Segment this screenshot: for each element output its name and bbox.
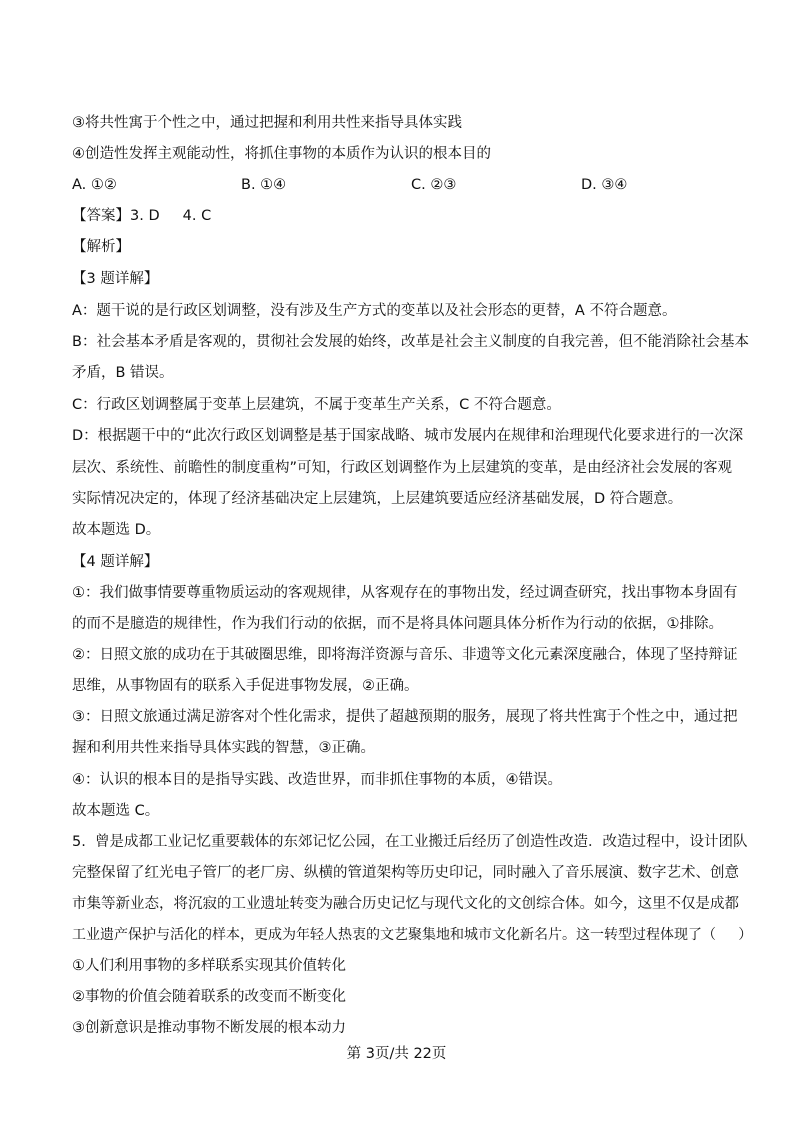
q4-line: ②：日照文旅的成功在于其破圈思维，即将海洋资源与音乐、非遗等文化元素深度融合，体现了坚持辩证 bbox=[72, 647, 738, 663]
q3-line: A：题干说的是行政区划调整，没有涉及生产方式的变革以及社会形态的更替，A 不符合题意。 bbox=[72, 303, 677, 319]
q5-line: 工业遗产保护与活化的样本，更成为年轻人热衷的文艺聚集地和城市文化新名片。这一转型过程体现了（ ） bbox=[72, 927, 753, 943]
q3-line: C：行政区划调整属于变革上层建筑，不属于变革生产关系，C 不符合题意。 bbox=[72, 397, 561, 413]
q4-line: 握和利用共性来指导具体实践的智慧，③正确。 bbox=[72, 740, 375, 756]
option-a: A. ①② bbox=[72, 177, 117, 193]
q3-line: 层次、系统性、前瞻性的制度重构”可知，行政区划调整作为上层建筑的变革，是由经济社会发展的客观 bbox=[72, 460, 733, 476]
question-item-3: ③将共性寓于个性之中，通过把握和利用共性来指导具体实践 bbox=[72, 115, 462, 131]
q3-line: 矛盾，B 错误。 bbox=[72, 365, 174, 381]
q5-line: 完整保留了红光电子管厂的老厂房、纵横的管道架构等历史印记，同时融入了音乐展演、数字艺术、创意 bbox=[72, 865, 739, 881]
q5-line: 市集等新业态，将沉寂的工业遗址转变为融合历史记忆与现代文化的文创综合体。如今，这里不仅是成都 bbox=[72, 896, 739, 912]
q4-line: 思维，从事物固有的联系入手促进事物发展，②正确。 bbox=[72, 678, 419, 694]
q3-line: D：根据题干中的“此次行政区划调整是基于国家战略、城市发展内在规律和治理现代化要求进行的一次深 bbox=[72, 428, 744, 444]
answer-line: 【答案】3. D 4. C bbox=[72, 208, 212, 224]
q4-line: ③：日照文旅通过满足游客对个性化需求，提供了超越预期的服务，展现了将共性寓于个性之中，通过把 bbox=[72, 709, 738, 725]
q5-item: ①人们利用事物的多样联系实现其价值转化 bbox=[72, 958, 346, 974]
option-b: B. ①④ bbox=[241, 177, 287, 193]
q4-title: 【4 题详解】 bbox=[72, 554, 159, 570]
q3-line: B：社会基本矛盾是客观的，贯彻社会发展的始终，改革是社会主义制度的自我完善，但不能消除社会基本 bbox=[72, 334, 749, 350]
q3-line: 故本题选 D。 bbox=[72, 522, 161, 538]
option-c: C. ②③ bbox=[411, 177, 457, 193]
option-d: D. ③④ bbox=[581, 177, 628, 193]
q5-item: ②事物的价值会随着联系的改变而不断变化 bbox=[72, 989, 346, 1005]
q3-line: 实际情况决定的，体现了经济基础决定上层建筑，上层建筑要适应经济基础发展，D 符合题意。 bbox=[72, 491, 683, 507]
q4-line: 故本题选 C。 bbox=[72, 803, 160, 819]
analysis-title: 【解析】 bbox=[72, 239, 130, 255]
q4-line: 的而不是臆造的规律性，作为我们行动的依据，而不是将具体问题具体分析作为行动的依据，①排除。 bbox=[72, 616, 723, 632]
q4-line: ①：我们做事情要尊重物质运动的客观规律，从客观存在的事物出发，经过调查研究，找出事物本身固有 bbox=[72, 585, 738, 601]
q5-line: 5. 曾是成都工业记忆重要载体的东郊记忆公园，在工业搬迁后经历了创造性改造．改造过程中，设计团队 bbox=[72, 834, 748, 850]
question-item-4: ④创造性发挥主观能动性，将抓住事物的本质作为认识的根本目的 bbox=[72, 146, 491, 162]
q3-title: 【3 题详解】 bbox=[72, 271, 159, 287]
q5-item: ③创新意识是推动事物不断发展的根本动力 bbox=[72, 1020, 346, 1036]
page-footer: 第 3页/共 22页 bbox=[346, 1046, 447, 1062]
q4-line: ④：认识的根本目的是指导实践、改造世界，而非抓住事物的本质，④错误。 bbox=[72, 772, 562, 788]
